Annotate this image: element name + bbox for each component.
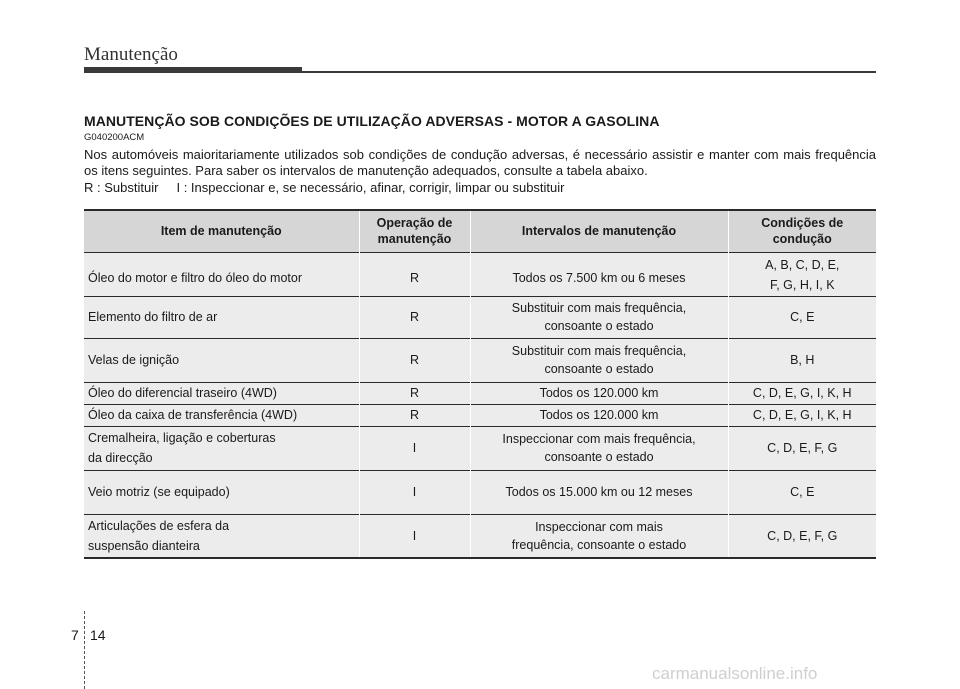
header-operation-line1: Operação de	[376, 216, 453, 231]
cell-conditions-line1: A, B, C, D, E,	[765, 258, 840, 272]
cell-item	[84, 514, 359, 558]
cell-conditions-text: C, D, E, G, I, K, H	[752, 408, 852, 422]
cell-item-text: Óleo do motor e filtro do óleo do motor	[88, 271, 303, 285]
page-header-title: Manutenção	[84, 44, 178, 65]
cell-item	[84, 426, 359, 470]
cell-interval	[470, 338, 728, 382]
table-row	[84, 296, 876, 338]
cell-conditions	[728, 382, 876, 404]
legend-text: R : Substituir I : Inspeccionar e, se necessário, afinar, corrigir, limpar ou substituir	[84, 180, 565, 195]
header-interval	[470, 210, 728, 252]
cell-item-line1: Cremalheira, ligação e coberturas	[88, 431, 276, 445]
cell-item-text: Óleo da caixa de transferência (4WD)	[88, 408, 298, 422]
cell-conditions	[728, 470, 876, 514]
cell-item	[84, 338, 359, 382]
cell-interval-text: Todos os 7.500 km ou 6 meses	[512, 271, 686, 285]
header-operation	[359, 210, 470, 252]
cell-interval	[470, 296, 728, 338]
cell-item-line2: suspensão dianteira	[88, 538, 200, 553]
cell-item	[84, 470, 359, 514]
intro-paragraph: Nos automóveis maioritariamente utilizados sob condições de condução adversas, é necessário assistir e manter com mais frequência os itens seguintes. Para saber os intervalos de manutenção adequados, consulte a tabela abaixo.	[84, 147, 876, 178]
cell-operation	[359, 296, 470, 338]
cell-interval	[470, 382, 728, 404]
cell-item	[84, 252, 359, 296]
cell-conditions	[728, 296, 876, 338]
footer-page-number: 14	[90, 627, 106, 643]
document-code: G040200ACM	[84, 132, 145, 143]
cell-item-line2: da direcção	[88, 451, 153, 465]
footer-section-number: 7	[71, 627, 79, 643]
cell-conditions	[728, 252, 876, 296]
cell-item	[84, 382, 359, 404]
cell-operation	[359, 426, 470, 470]
cell-operation-text: I	[412, 485, 417, 499]
cell-interval-line2: consoante o estado	[544, 319, 654, 333]
table-row	[84, 338, 876, 382]
cell-interval-text: Todos os 120.000 km	[539, 386, 659, 400]
cell-conditions-text: C, E	[790, 310, 815, 324]
cell-interval-line1: Substituir com mais frequência,	[511, 301, 687, 315]
cell-interval	[470, 514, 728, 558]
watermark: carmanualsonline.info	[652, 664, 818, 683]
header-conditions-line2: condução	[772, 232, 832, 247]
cell-item-text: Elemento do filtro de ar	[88, 310, 218, 324]
header-operation-line2: manutenção	[377, 232, 452, 247]
cell-operation-text: R	[409, 271, 420, 285]
cell-interval-line2: consoante o estado	[544, 362, 654, 376]
cell-item	[84, 404, 359, 426]
cell-operation-text: I	[412, 528, 417, 543]
header-item	[84, 210, 359, 252]
header-rule-thick	[84, 67, 302, 73]
cell-interval-line2: frequência, consoante o estado	[511, 537, 687, 552]
table-row	[84, 426, 876, 470]
cell-conditions	[728, 514, 876, 558]
cell-interval	[470, 426, 728, 470]
table-row	[84, 382, 876, 404]
cell-operation-text: R	[409, 353, 420, 367]
header-rule-thin	[302, 71, 876, 73]
cell-conditions-text: C, D, E, F, G	[767, 441, 838, 455]
cell-operation	[359, 382, 470, 404]
cell-interval	[470, 470, 728, 514]
cell-operation-text: R	[409, 408, 420, 422]
header-item-label: Item de manutenção	[160, 224, 282, 239]
cell-operation	[359, 338, 470, 382]
cell-item-line1: Articulações de esfera da	[88, 518, 230, 533]
table-row	[84, 514, 876, 558]
footer-divider	[84, 611, 85, 689]
cell-conditions	[728, 426, 876, 470]
cell-conditions-text: C, D, E, F, G	[767, 528, 838, 543]
cell-conditions-line2: F, G, H, I, K	[769, 278, 835, 292]
cell-conditions-text: C, E	[790, 485, 815, 499]
cell-item-text: Velas de ignição	[88, 353, 180, 367]
table-row	[84, 470, 876, 514]
maintenance-table	[84, 209, 876, 559]
cell-interval-line1: Inspeccionar com mais frequência,	[502, 432, 696, 446]
cell-interval-line2: consoante o estado	[544, 450, 654, 464]
cell-conditions	[728, 338, 876, 382]
header-interval-label: Intervalos de manutenção	[521, 224, 677, 239]
cell-conditions-text: B, H	[790, 353, 815, 367]
table-header-row	[84, 210, 876, 252]
cell-item-text: Óleo do diferencial traseiro (4WD)	[88, 386, 277, 400]
cell-interval	[470, 252, 728, 296]
header-conditions-line1: Condições de	[761, 216, 844, 231]
cell-item	[84, 296, 359, 338]
cell-item-text: Veio motriz (se equipado)	[88, 485, 230, 499]
cell-operation-text: R	[409, 386, 420, 400]
cell-interval-text: Todos os 120.000 km	[539, 408, 659, 422]
table-row	[84, 252, 876, 296]
cell-operation-text: R	[409, 310, 420, 324]
cell-interval-line1: Inspeccionar com mais	[535, 519, 663, 534]
cell-operation-text: I	[412, 441, 417, 455]
cell-operation	[359, 252, 470, 296]
section-title: MANUTENÇÃO SOB CONDIÇÕES DE UTILIZAÇÃO ADVERSAS - MOTOR A GASOLINA	[84, 113, 660, 129]
header-conditions	[728, 210, 876, 252]
cell-operation	[359, 514, 470, 558]
cell-interval	[470, 404, 728, 426]
cell-interval-line1: Substituir com mais frequência,	[511, 344, 687, 358]
cell-operation	[359, 470, 470, 514]
cell-conditions-text: C, D, E, G, I, K, H	[752, 386, 852, 400]
cell-interval-text: Todos os 15.000 km ou 12 meses	[505, 485, 693, 499]
table-row	[84, 404, 876, 426]
cell-operation	[359, 404, 470, 426]
cell-conditions	[728, 404, 876, 426]
